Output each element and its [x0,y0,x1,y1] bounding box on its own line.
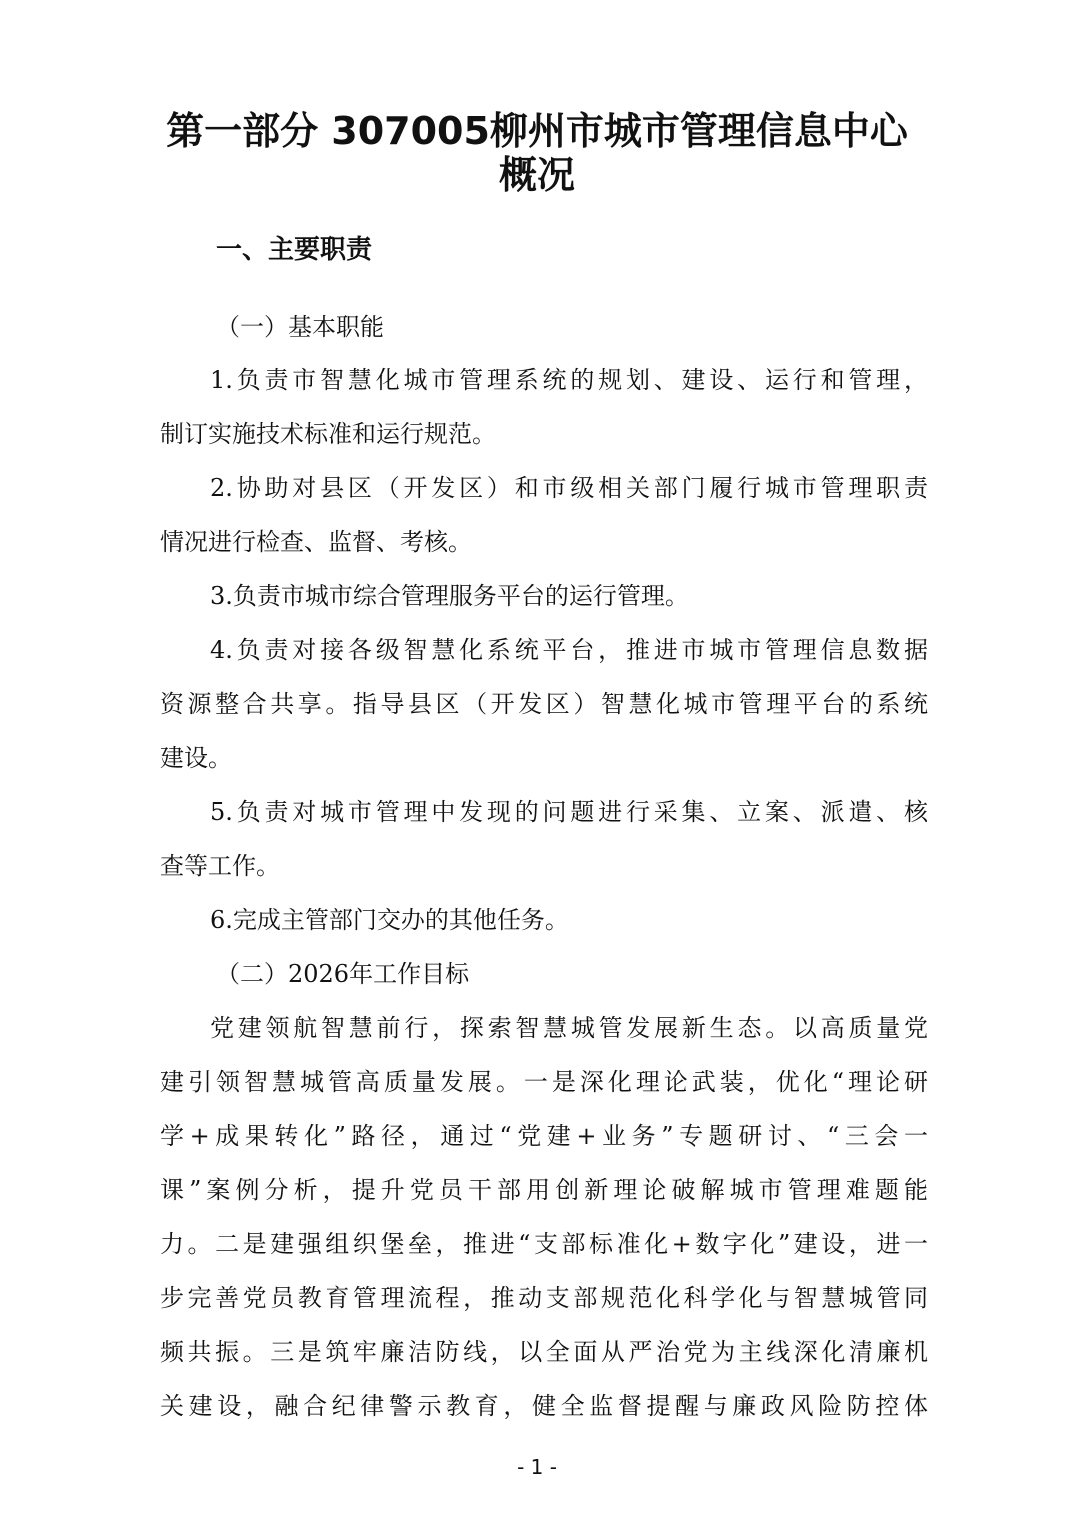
duty-line: 6.完成主管部门交办的其他任务。 [210,906,569,934]
duty-line: 1.负责市智慧化城市管理系统的规划、建设、运行和管理， [210,366,928,394]
duty-line: 查等工作。 [160,852,280,880]
goal-line: 关建设，融合纪律警示教育，健全监督提醒与廉政风险防控体 [160,1392,928,1420]
goal-line: 课”案例分析，提升党员干部用创新理论破解城市管理难题能 [160,1176,928,1204]
goal-line: 学+成果转化”路径，通过“党建+业务”专题研讨、“三会一 [160,1122,928,1150]
duty-line: 制订实施技术标准和运行规范。 [160,420,496,448]
goal-line: 步完善党员教育管理流程，推动支部规范化科学化与智慧城管同 [160,1284,928,1312]
document-title-line2: 概况 [498,153,575,197]
goal-line: 力。二是建强组织堡垒，推进“支部标准化+数字化”建设，进一 [160,1230,928,1258]
goal-line: 建引领智慧城管高质量发展。一是深化理论武装，优化“理论研 [160,1068,928,1096]
duty-line: 情况进行检查、监督、考核。 [160,528,472,556]
duty-line: 5.负责对城市管理中发现的问题进行采集、立案、派遣、核 [210,798,928,826]
subsection-heading-work-goals: （二）2026年工作目标 [216,960,470,988]
duty-line: 2.协助对县区（开发区）和市级相关部门履行城市管理职责 [210,474,928,502]
page-number: - 1 - [517,1455,557,1479]
document-title-line1: 第一部分 307005柳州市城市管理信息中心 [166,109,908,153]
goal-line: 频共振。三是筑牢廉洁防线，以全面从严治党为主线深化清廉机 [160,1338,928,1366]
duty-line: 资源整合共享。指导县区（开发区）智慧化城市管理平台的系统 [160,690,928,718]
subsection-heading-basic-functions: （一）基本职能 [216,313,384,341]
section-heading-main-duties: 一、主要职责 [216,235,373,265]
goal-line: 党建领航智慧前行，探索智慧城管发展新生态。以高质量党 [210,1014,928,1042]
duty-line: 建设。 [160,744,232,772]
duty-line: 3.负责市城市综合管理服务平台的运行管理。 [210,582,689,610]
duty-line: 4.负责对接各级智慧化系统平台，推进市城市管理信息数据 [210,636,928,664]
